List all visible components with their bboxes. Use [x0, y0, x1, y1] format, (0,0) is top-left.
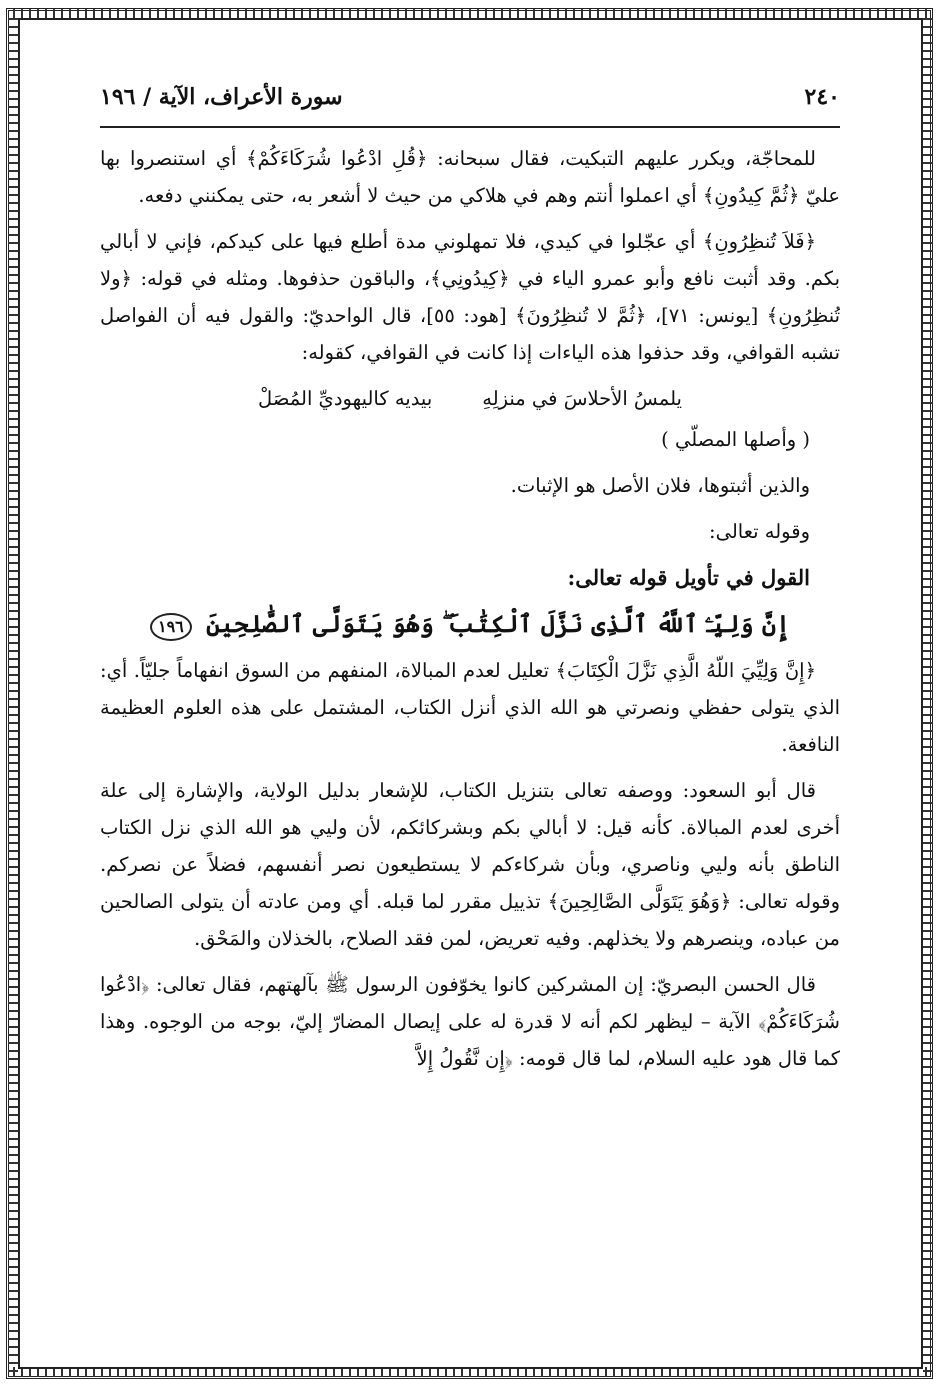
paragraph-6: قال أبو السعود: ووصفه تعالى بتنزيل الكتاب، للإشعار بدليل الولاية، والإشارة إلى علة أخرى لعدم المبالاة. كأنه قيل: لا أبالي بكم وبشركائكم، لأن وليي هو الله الذي نزل الكتاب الناطق بأنه وليي وناصري، وبأن شركاءكم لا يستطيعون نصر أنفسهم، فضلاً عن نصركم. وقوله تعالى: ﴿وَهُوَ يَتَوَلَّى الصَّالِحِينَ﴾ تذييل مقرر لما قبله. أي ومن عادته أن يتولى الصالحين من عباده، وينصرهم ولا يخذلهم. وفيه تعريض، لمن فقد الصلاح، بالخذلان والمَحْق. [100, 779, 840, 950]
page-border-ornament-left [8, 12, 18, 1375]
poem-hemistich-right: يلمسُ الأحلاسَ في منزلِهِ [482, 387, 682, 410]
page-body [100, 140, 840, 1370]
poem-hemistich-left: بيديه كاليهوديِّ المُصَلْ [258, 387, 433, 410]
paragraph-1: للمحاجّة، ويكرر عليهم التبكيت، فقال سبحانه: ﴿قُلِ ادْعُوا شُرَكَاءَكُمْ﴾ أي استنصروا بها عليّ ﴿ثُمَّ كِيدُونِ﴾ أي اعملوا أنتم وهم في هلاكي من حيث لا أشعر به، حتى يمكنني دفعه. [100, 147, 840, 207]
verse-text: إِنَّ وَلِيِّـۧ ٱللَّهُ ٱلَّذِى نَزَّلَ ٱلْكِتَٰبَ ۖ وَهُوَ يَتَوَلَّى ٱلصَّٰلِحِينَ [206, 609, 791, 638]
paragraph-3: والذين أثبتوها، فلان الأصل هو الإثبات. [510, 474, 810, 497]
section-heading: القول في تأويل قوله تعالى: [567, 565, 810, 590]
paragraph-7: قال الحسن البصريّ: إن المشركين كانوا يخوّفون الرسول ﷺ بآلهتهم، فقال تعالى: ﴿ادْعُوا شُرَكَاءَكُمْ﴾ الآية – ليظهر لكم أنه لا قدرة له على إيصال المضارّ إليّ، بوجه من الوجوه. وهذا كما قال هود عليه السلام، لما قال قومه: ﴿إِن نَّقُولُ إِلاَّ [100, 973, 840, 1070]
original-form-note: ( وأصلها المصلّي ) [661, 428, 810, 451]
paragraph-4: وقوله تعالى: [709, 520, 810, 543]
page-border-ornament-right [923, 12, 933, 1375]
page-header [100, 82, 840, 122]
page-number: ٢٤٠ [804, 84, 840, 110]
verse-number-marker: ١٩٦ [150, 613, 192, 641]
paragraph-5: ﴿إِنَّ وَلِيِّيَ اللّهُ الَّذِي نَزَّلَ الْكِتَابَ﴾ تعليل لعدم المبالاة، المنفهم من السوق انفهاماً جليّاً. أي: الذي يتولى حفظي ونصرتي هو الله الذي أنزل الكتاب، المشتمل على هذه العلوم العظيمة النافعة. [100, 659, 840, 756]
header-rule [100, 126, 840, 128]
sura-title: سورة الأعراف، الآية / ١٩٦ [100, 84, 343, 110]
paragraph-2: ﴿فَلاَ تُنظِرُونِ﴾ أي عجّلوا في كيدي، فلا تمهلوني مدة أطلع فيها على كيدكم، فإني لا أبالي بكم. وقد أثبت نافع وأبو عمرو الياء في ﴿كِيدُونِي﴾، والباقون حذفوها. ومثله في قوله: ﴿ولا تُنظِرُونِ﴾ [يونس: ٧١]، ﴿ثُمَّ لا تُنظِرُونَ﴾ [هود: ٥٥]، قال الواحديّ: والقول فيه أن الفواصل تشبه القوافي، وقد حذفوا هذه الياءات إذا كانت في القوافي، كقوله: [100, 230, 840, 364]
poem-verse [100, 380, 840, 417]
quran-verse [100, 605, 840, 642]
